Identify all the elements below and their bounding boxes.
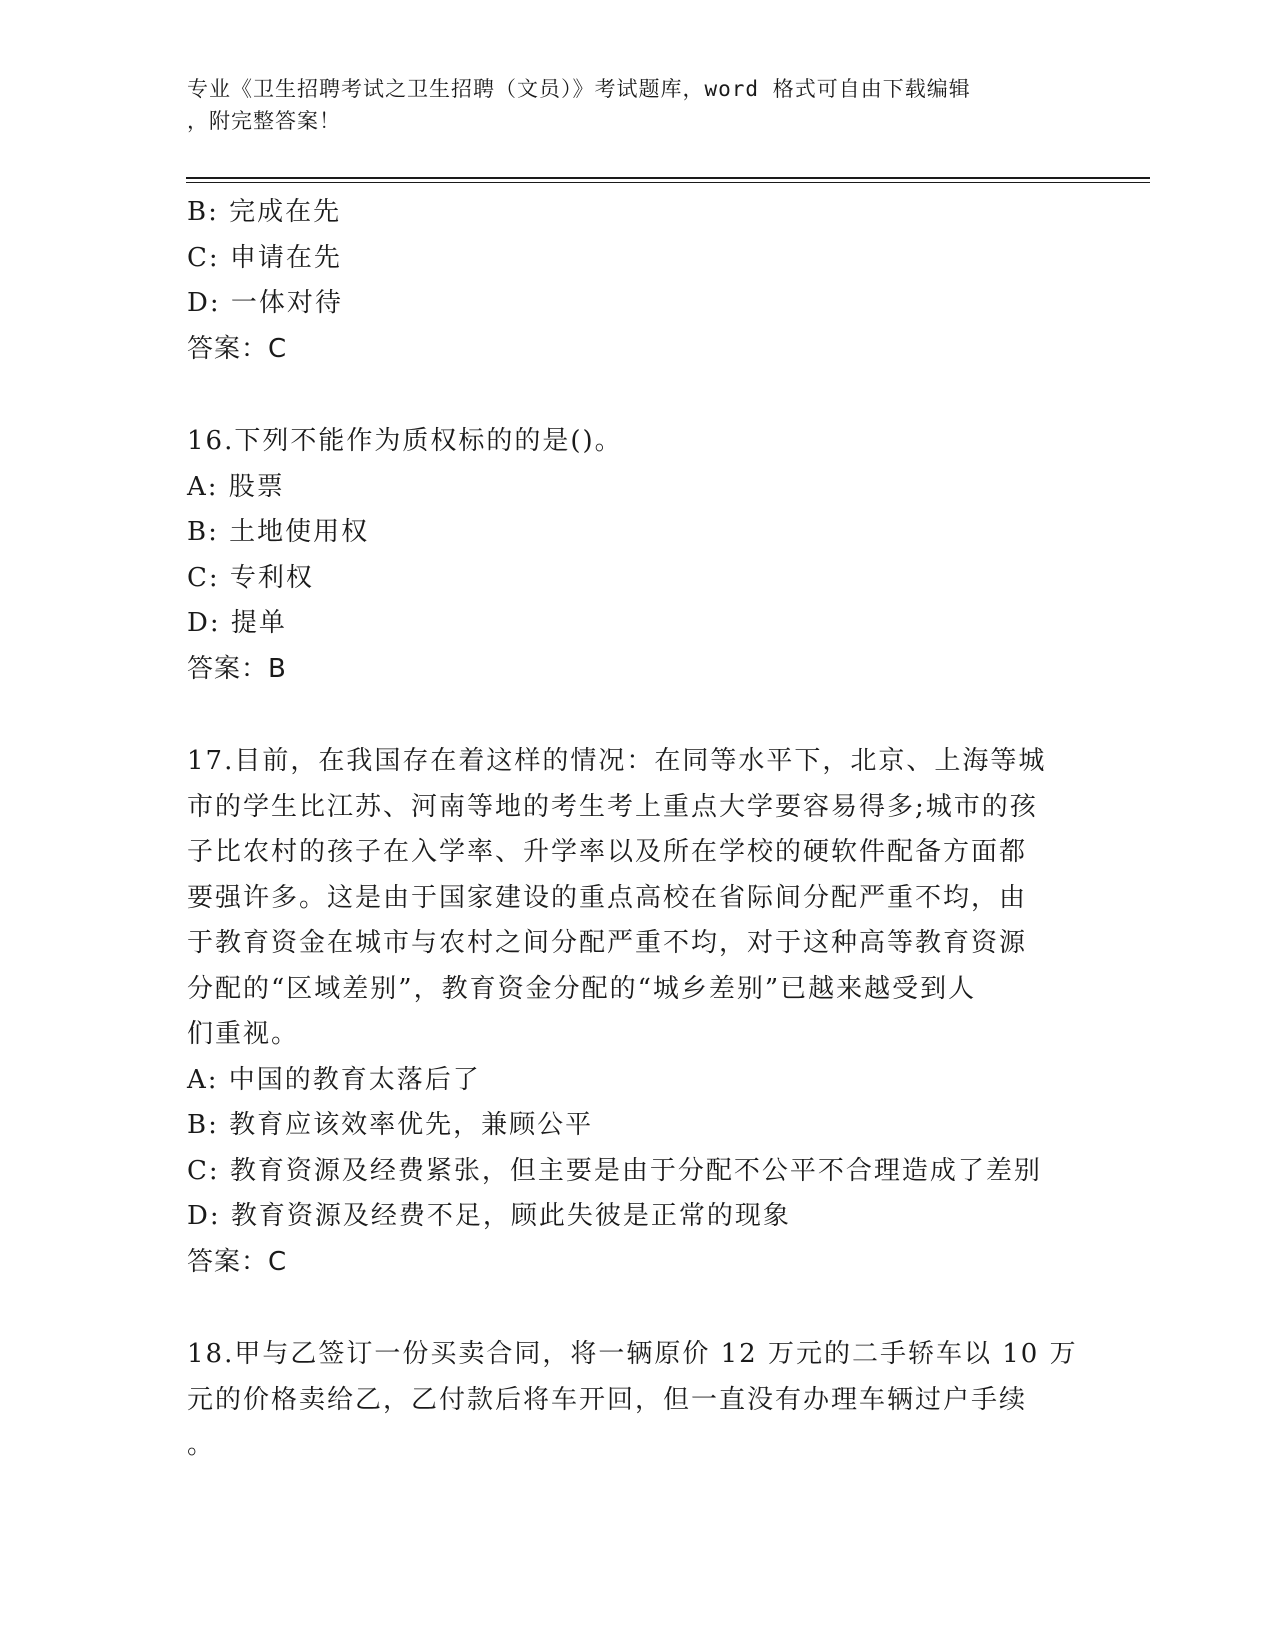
header-line-2: ，附完整答案！ xyxy=(187,109,341,133)
header-rule-thick xyxy=(186,177,1150,179)
question-text-line: 17.目前，在我国存在着这样的情况：在同等水平下，北京、上海等城 xyxy=(187,746,1047,776)
option-d: D: 提单 xyxy=(187,608,287,638)
question-16 xyxy=(187,419,1087,692)
question-text-line: 要强许多。这是由于国家建设的重点高校在省际间分配严重不均，由 xyxy=(187,882,1028,913)
option-a: A: 中国的教育太落后了 xyxy=(187,1064,481,1095)
question-text-line: 市的学生比江苏、河南等地的考生考上重点大学要容易得多;城市的孩 xyxy=(187,791,1038,822)
question-15 xyxy=(187,190,1087,372)
question-text-line: 18.甲与乙签订一份买卖合同，将一辆原价 12 万元的二手轿车以 10 万 xyxy=(187,1339,1078,1369)
option-b: B: 完成在先 xyxy=(187,197,342,227)
answer-line: 答案：C xyxy=(187,1246,288,1277)
spacer xyxy=(187,1285,1087,1332)
option-c: C: 教育资源及经费紧张，但主要是由于分配不公平不合理造成了差别 xyxy=(187,1155,1042,1186)
answer-line: 答案：B xyxy=(187,653,287,684)
option-c: C: 申请在先 xyxy=(187,242,342,273)
option-b: B: 土地使用权 xyxy=(187,517,370,547)
option-c: C: 专利权 xyxy=(187,562,314,593)
question-18 xyxy=(187,1332,1087,1469)
question-text-line: 于教育资金在城市与农村之间分配严重不均，对于这种高等教育资源 xyxy=(187,928,1028,958)
document-header xyxy=(187,73,1067,137)
question-text: 16.下列不能作为质权标的的是()。 xyxy=(187,426,623,456)
answer-line: 答案：C xyxy=(187,333,288,364)
question-text-line: 。 xyxy=(187,1430,216,1460)
option-d: D: 一体对待 xyxy=(187,288,343,318)
question-text-line: 分配的“区域差别”，教育资金分配的“城乡差别”已越来越受到人 xyxy=(187,973,977,1004)
question-text-line: 们重视。 xyxy=(187,1019,300,1049)
option-d: D: 教育资源及经费不足，顾此失彼是正常的现象 xyxy=(187,1201,791,1231)
option-a: A: 股票 xyxy=(187,471,285,502)
spacer xyxy=(187,372,1087,419)
spacer xyxy=(187,692,1087,739)
question-text-line: 元的价格卖给乙，乙付款后将车开回，但一直没有办理车辆过户手续 xyxy=(187,1384,1028,1415)
question-content xyxy=(187,190,1087,1469)
header-rule-thin xyxy=(186,182,1150,183)
option-b: B: 教育应该效率优先，兼顾公平 xyxy=(187,1110,594,1140)
header-line-1: 专业《卫生招聘考试之卫生招聘（文员）》考试题库，word 格式可自由下载编辑 xyxy=(187,77,971,101)
question-17 xyxy=(187,739,1087,1285)
question-text-line: 子比农村的孩子在入学率、升学率以及所在学校的硬软件配备方面都 xyxy=(187,837,1028,867)
